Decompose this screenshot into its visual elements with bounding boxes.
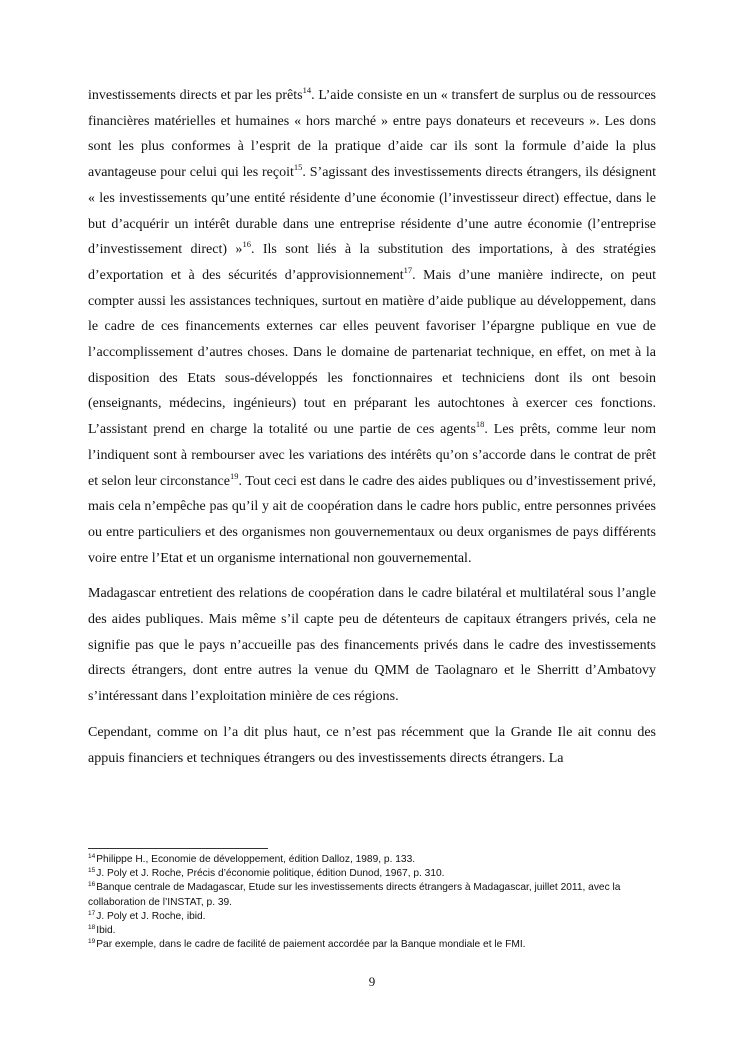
footnote-text: J. Poly et J. Roche, ibid. <box>96 910 206 922</box>
footnote-text: Ibid. <box>96 925 116 937</box>
text-run: investissements directs et par les prêts <box>88 88 303 103</box>
footnote-number: 16 <box>88 881 96 889</box>
footnote-number: 17 <box>88 909 96 917</box>
text-run: . Tout ceci est dans le cadre des aides publiques ou d’investissement privé, mais cela n’empêche pas qu’il y ait de coopération dans le cadre hors public, entre personnes privées ou entre particuliers et des organismes non gouvernementaux ou deux organismes de pays différents voire entre l’Etat et un organisme international non gouvernemental. <box>88 473 656 566</box>
footnote-number: 15 <box>88 867 96 875</box>
footnote-16 <box>88 881 663 909</box>
footnote-number: 14 <box>88 853 96 860</box>
footnote-separator <box>88 848 268 849</box>
page-number: 9 <box>368 974 376 989</box>
footnotes <box>88 853 663 952</box>
page-body <box>88 83 656 781</box>
footnote-ref-18[interactable]: 18 <box>475 419 485 430</box>
footnote-14 <box>88 853 663 867</box>
paragraph-2: Madagascar entretient des relations de coopération dans le cadre bilatéral et multilatéral sous l’angle des aides publiques. Mais même s’il capte peu de détenteurs de capitaux étrangers privés, cela ne signifie pas que le pays n’accueille pas des financements privés dans le cadre des investissements directs étrangers, dont entre autres la venue du QMM de Taolagnaro et le Sherritt d’Ambatovy s’intéressant dans l’exploitation minière de ces régions. <box>88 586 656 705</box>
paragraph-1 <box>88 83 656 571</box>
footnote-18 <box>88 924 663 938</box>
text-run: . Mais d’une manière indirecte, on peut compter aussi les assistances techniques, surtout en matière d’aide publique au développement, dans le cadre de ces financements externes car elles peuvent favoriser l’épargne publique en vue de l’accomplissement d’autres choses. Dans le domaine de partenariat technique, en effet, on met à la disposition des Etats sous-développés les fonctionnaires et techniciens dont ils ont besoin (enseignants, médecins, ingénieurs) tout en préparant les autochtones à exercer ces fonctions. L’assistant prend en charge la totalité ou une partie de ces agents <box>88 267 656 438</box>
footnote-ref-17[interactable]: 17 <box>403 264 413 275</box>
text-run: . Ils sont liés à la substitution des importations, à des stratégies d’exportation et à des sécurités d’approvisionnement <box>88 242 656 283</box>
footnote-number: 18 <box>88 924 96 932</box>
text-run: . L’aide consiste en un « transfert de surplus ou de ressources financières matérielles et humaines « hors marché » entre pays donateurs et receveurs ». Les dons sont les plus conformes à l’esprit de la pratique d’aide car ils sont la formule d’aide la plus avantageuse pour celui qui les reçoit <box>88 88 656 181</box>
text-run: . S’agissant des investissements directs étrangers, ils désignent « les investissements qu’une entité résidente d’une économie (l’investisseur direct) effectue, dans le but d’acquérir un intérêt durable dans une entreprise résidente d’une autre économie (l’entreprise d’investissement direct) » <box>88 165 656 258</box>
footnote-number: 19 <box>88 938 96 946</box>
footnote-19 <box>88 938 663 952</box>
paragraph-3: Cependant, comme on l’a dit plus haut, ce n’est pas récemment que la Grande Ile ait connu des appuis financiers et techniques étrangers ou des investissements directs étrangers. La <box>88 724 656 766</box>
footnote-ref-19[interactable]: 19 <box>229 470 239 481</box>
footnote-text: J. Poly et J. Roche, Précis d’économie politique, édition Dunod, 1967, p. 310. <box>96 868 445 880</box>
footnote-17 <box>88 910 663 924</box>
footnote-text: Par exemple, dans le cadre de facilité de paiement accordée par la Banque mondiale et le FMI. <box>96 939 526 951</box>
footnote-ref-14[interactable]: 14 <box>302 85 312 95</box>
footnote-text: Banque centrale de Madagascar, Etude sur les investissements directs étrangers à Madagascar, juillet 2011, avec la collaboration de l’INSTAT, p. 39. <box>88 882 621 908</box>
footnote-ref-15[interactable]: 15 <box>293 162 303 173</box>
footnote-ref-16[interactable]: 16 <box>242 239 251 250</box>
footnote-text: Philippe H., Economie de développement, édition Dalloz, 1989, p. 133. <box>96 854 416 865</box>
text-run: . Les prêts, comme leur nom l’indiquent sont à rembourser avec les variations des intérêts qu’on s’accorde dans le contrat de prêt et selon leur circonstance <box>88 422 656 489</box>
footnote-15 <box>88 867 663 881</box>
